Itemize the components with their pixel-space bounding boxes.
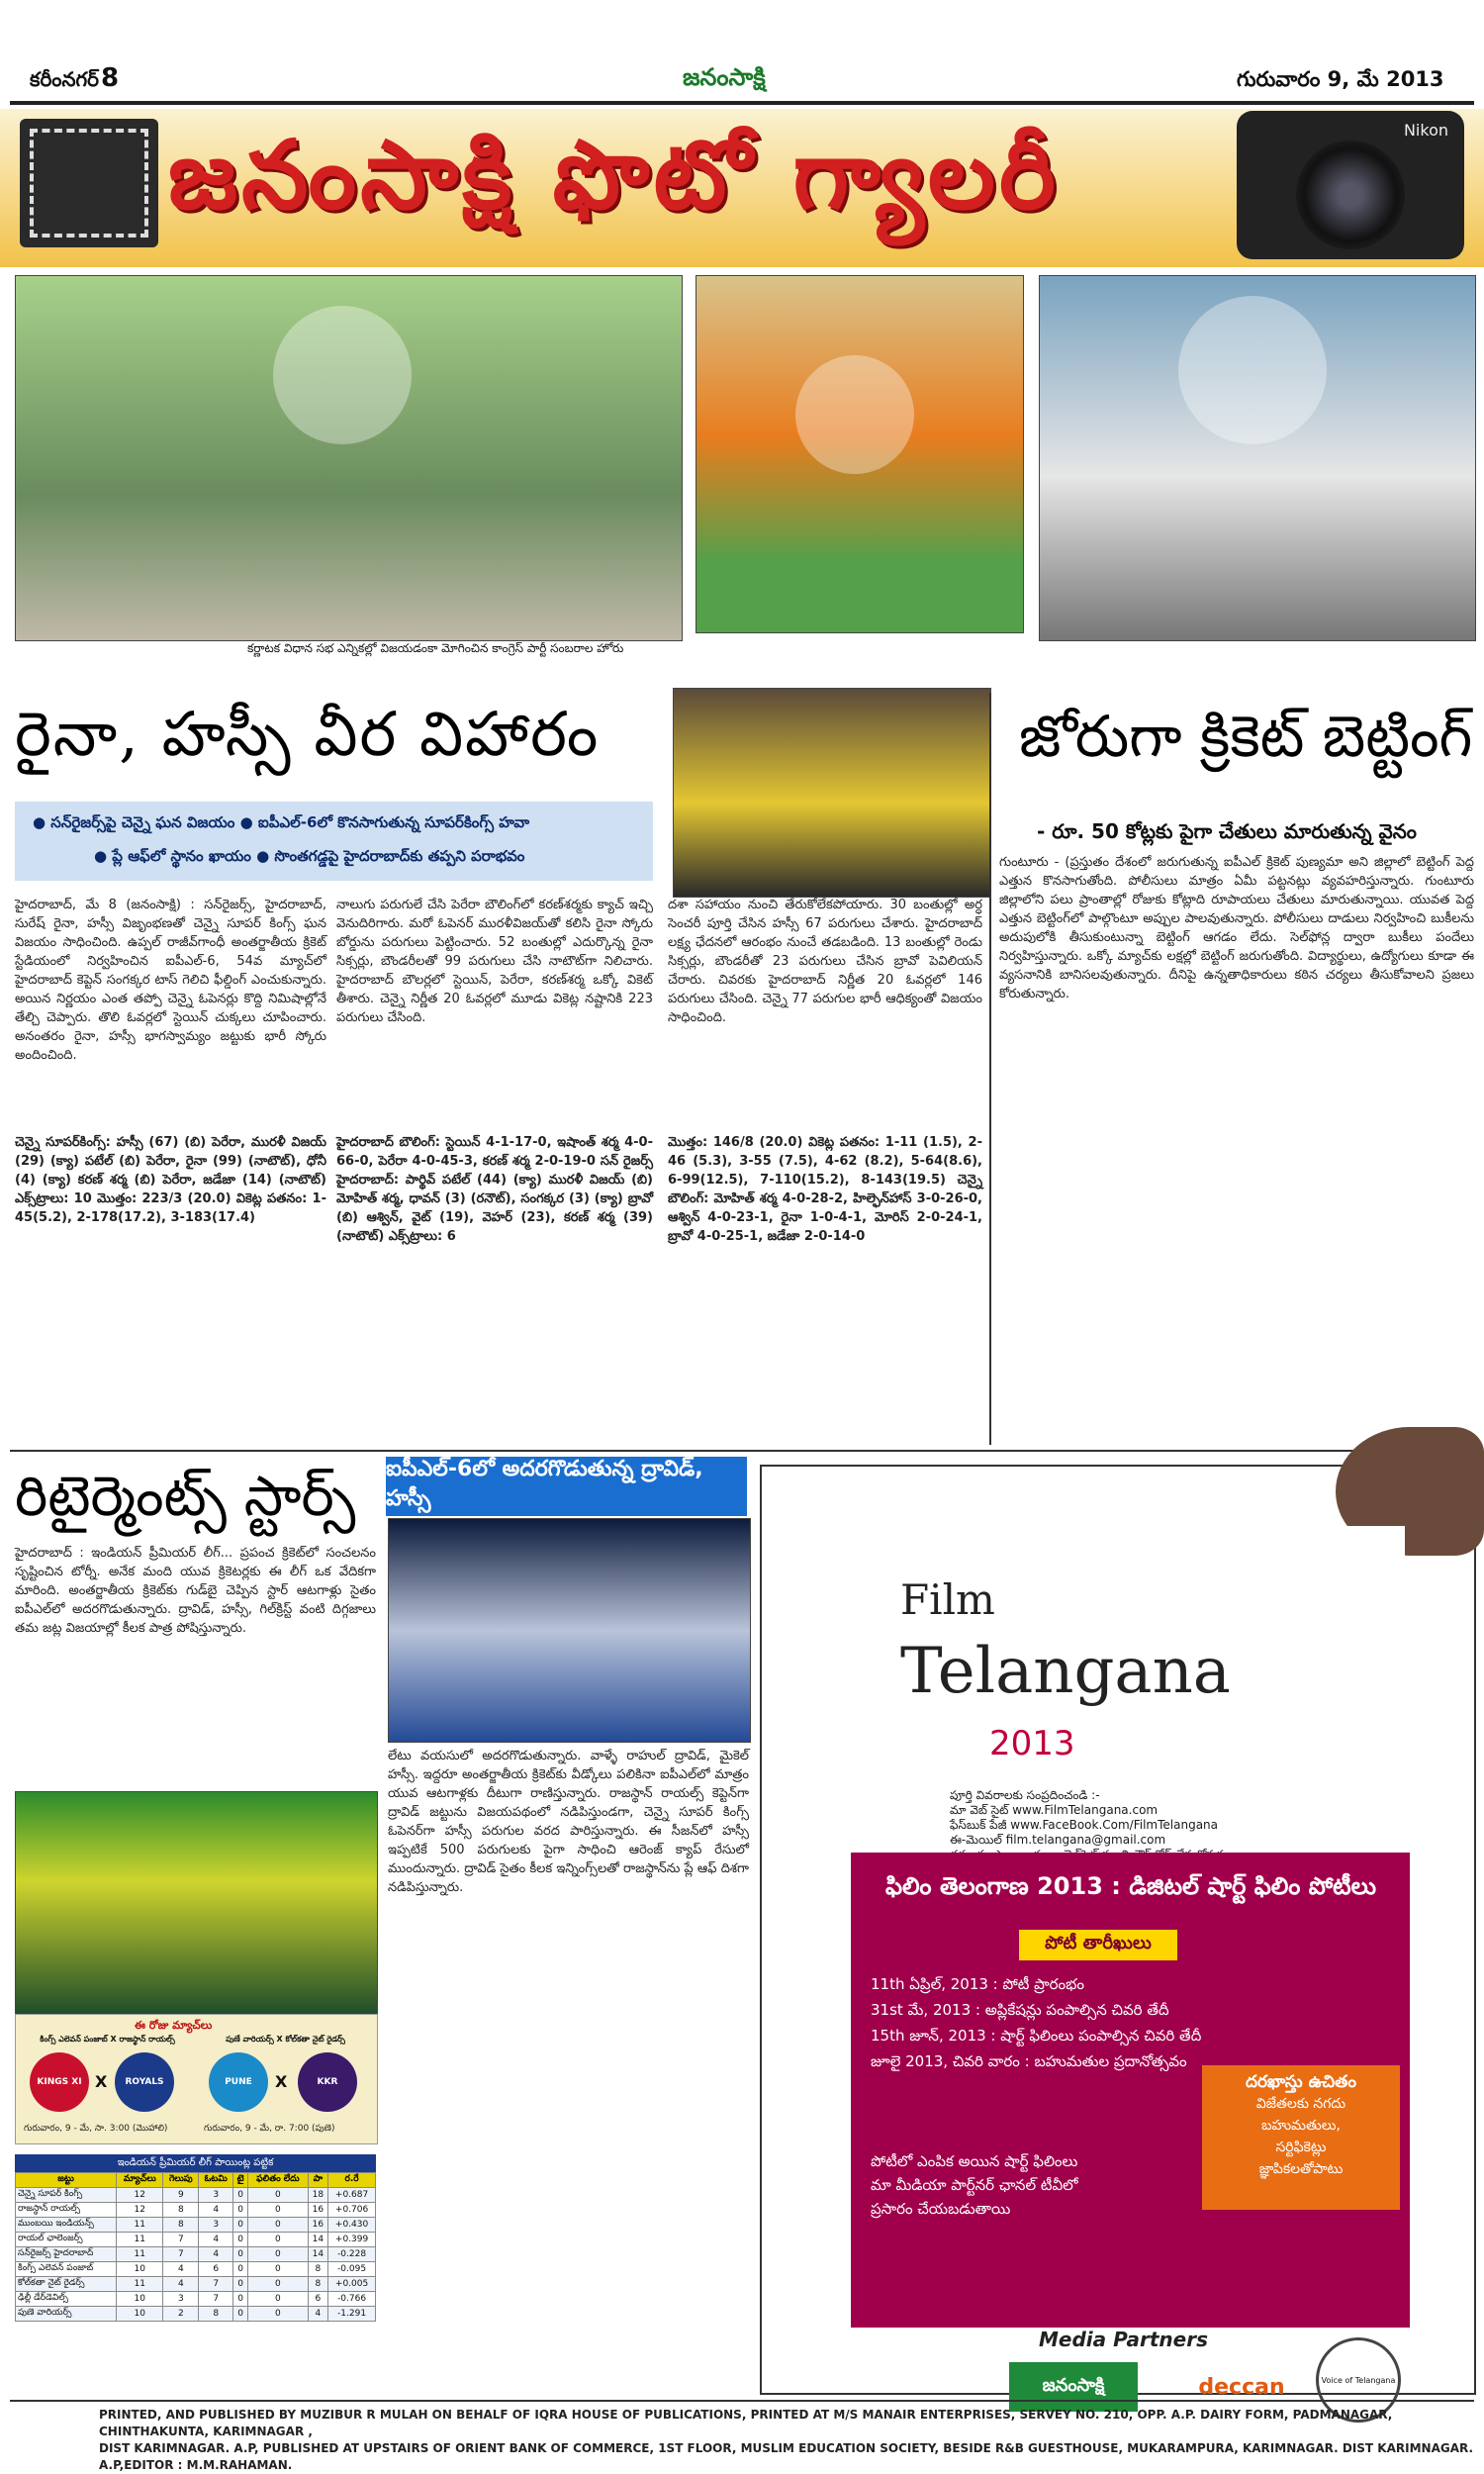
stat-cell: -0.766 bbox=[328, 2292, 376, 2307]
todays-matches-title: ఈ రోజు మ్యాచ్‌లు bbox=[135, 2019, 213, 2032]
ad-free-entry: దరఖాస్తు ఉచితం bbox=[1245, 2072, 1357, 2092]
ad-main-panel bbox=[851, 1853, 1410, 2328]
stat-cell: 8 bbox=[163, 2203, 199, 2218]
stat-cell: 3 bbox=[163, 2292, 199, 2307]
subhead-1: ● సన్‌రైజర్స్‌పై చెన్నై ఘన విజయం ● ఐపీఎల్-6లో కొనసాగుతున్న సూపర్‌కింగ్స్ హవా bbox=[33, 813, 530, 831]
kkr-logo: KKR bbox=[298, 2052, 357, 2112]
stat-cell: 0 bbox=[248, 2262, 309, 2277]
stat-cell: 2 bbox=[163, 2307, 199, 2322]
stat-cell: 3 bbox=[199, 2218, 233, 2233]
team-name-cell: కోల్‌కతా నైట్ రైడర్స్ bbox=[16, 2277, 117, 2292]
stat-cell: -0.228 bbox=[328, 2247, 376, 2262]
table-header-cell: టై bbox=[233, 2173, 248, 2188]
vs-2: X bbox=[275, 2072, 288, 2091]
stat-cell: 12 bbox=[117, 2203, 163, 2218]
stat-cell: 16 bbox=[308, 2203, 328, 2218]
team-name-cell: పుణె వారియర్స్ bbox=[16, 2307, 117, 2322]
stat-cell: 8 bbox=[308, 2262, 328, 2277]
stat-cell: 7 bbox=[199, 2292, 233, 2307]
photo-sonia-celebration bbox=[1039, 275, 1476, 641]
match-1-title: కింగ్స్ ఎలెవన్ పంజాబ్ X రాజస్థాన్ రాయల్స్ bbox=[40, 2035, 175, 2044]
team-name-cell: ముంబయి ఇండియన్స్ bbox=[16, 2218, 117, 2233]
ad-info-1: పూర్తి వివరాలకు సంప్రదించండి :- bbox=[950, 1788, 1100, 1802]
ad-date-2: 31st మే, 2013 : అప్లికేషన్లు పంపాల్సిన చివరి తేదీ bbox=[871, 2001, 1169, 2019]
voice-of-telangana-logo: Voice of Telangana bbox=[1316, 2337, 1401, 2423]
table-row bbox=[16, 2218, 376, 2233]
stat-cell: 11 bbox=[117, 2277, 163, 2292]
table-header-cell: ఓటమి bbox=[199, 2173, 233, 2188]
match-2-title: పుణే వారియర్స్ X కోల్‌కతా నైట్ రైడర్స్ bbox=[226, 2035, 345, 2044]
stat-cell: +0.005 bbox=[328, 2277, 376, 2292]
ad-film-word: Film bbox=[900, 1575, 995, 1624]
dravid-body: లేటు వయసులో అదరగొడుతున్నారు. వాళ్ళే రాహుల్ ద్రావిడ్, మైకెల్ హస్సీ. ఇద్దరూ అంతర్జాతీయ క్రికెట్‌కు వీడ్కోలు పలికినా ఐపీఎల్‌లో మాత్రం యువ ఆటగాళ్లకు దీటుగా రాణిస్తున్నారు. రాజస్థాన్ రాయల్స్ కెప్టెన్‌గా ద్రావిడ్ జట్టును విజయపథంలో నడిపిస్తుండగా, చెన్నై సూపర్ కింగ్స్ ఓపెనర్‌గా హస్సీ పరుగుల వరద పారిస్తున్నారు. ఈ సీజన్‌లో హస్సీ ఇప్పటికే 500 పరుగులకు పైగా సాధించి ఆరెంజ్ క్యాప్ రేసులో ముందున్నారు. ద్రావిడ్ సైతం కీలక ఇన్నింగ్స్‌లతో రాజస్థాన్‌ను ప్లే ఆఫ్ దిశగా నడిపిస్తున్నారు. bbox=[388, 1749, 749, 1895]
ad-facebook[interactable]: ఫేస్‌బుక్ పేజీ www.FaceBook.Com/FilmTelangana bbox=[950, 1818, 1219, 1832]
betting-subhead: - రూ. 50 కోట్లకు పైగా చేతులు మారుతున్న వైనం bbox=[1037, 819, 1417, 843]
team-name-cell: సన్‌రైజర్స్ హైదరాబాద్ bbox=[16, 2247, 117, 2262]
points-table bbox=[15, 2154, 376, 2322]
stat-cell: 0 bbox=[233, 2247, 248, 2262]
raina-column-2: నాలుగు పరుగులే చేసి పెరేరా బౌలింగ్‌లో కరణ్‌శర్మకు క్యాచ్ ఇచ్చి వెనుదిరిగారు. మరో ఓపెనర్ మురళీవిజయ్‌తో కలిసి రైనా స్కోరు బోర్డును పరుగులు పెట్టించారు. 52 బంతుల్లో ఎదుర్కొన్న రైనా సిక్సర్లు, బౌండరీలతో 99 పరుగులు చేసి నాటౌట్‌గా నిలిచారు. హైదరాబాద్ బౌలర్లలో స్టెయిన్, పెరేరా, కరణ్‌శర్మ ఒక్కో వికెట్ తీశారు. చెన్నై నిర్ణీత 20 ఓవర్లలో మూడు వికెట్ల నష్టానికి 223 పరుగులు చేసింది. bbox=[336, 898, 653, 1025]
stat-cell: 6 bbox=[308, 2292, 328, 2307]
table-row bbox=[16, 2233, 376, 2247]
table-header-cell: జట్టు bbox=[16, 2173, 117, 2188]
stat-cell: 8 bbox=[308, 2277, 328, 2292]
team-name-cell: కింగ్స్ ఎలెవన్ పంజాబ్ bbox=[16, 2262, 117, 2277]
ad-media-partners: Media Partners bbox=[1039, 2328, 1208, 2351]
ad-bottom-2: మా మీడియా పార్ట్‌నర్ ఛానల్ టీవీలో bbox=[871, 2176, 1078, 2194]
stat-cell: -0.095 bbox=[328, 2262, 376, 2277]
deccan-logo: deccan bbox=[1198, 2374, 1285, 2400]
ad-dates-title: పోటీ తారీఖులు bbox=[1019, 1930, 1177, 1960]
stat-cell: 6 bbox=[199, 2262, 233, 2277]
stat-cell: 8 bbox=[163, 2218, 199, 2233]
stat-cell: 0 bbox=[248, 2218, 309, 2233]
stat-cell: -1.291 bbox=[328, 2307, 376, 2322]
table-header-cell: మ్యాచ్‌లు bbox=[117, 2173, 163, 2188]
table-row bbox=[16, 2307, 376, 2322]
stat-cell: 4 bbox=[308, 2307, 328, 2322]
janamsakshi-logo: జనంసాక్షి bbox=[1009, 2362, 1138, 2412]
table-header-cell: పా bbox=[308, 2173, 328, 2188]
table-header-cell: ర.రే bbox=[328, 2173, 376, 2188]
photo-supporter bbox=[696, 275, 1024, 633]
raina-subheads bbox=[15, 802, 653, 881]
royals-logo: ROYALS bbox=[115, 2052, 174, 2112]
section-rule bbox=[10, 1450, 1474, 1452]
camera-icon bbox=[1237, 111, 1464, 259]
table-row bbox=[16, 2188, 376, 2203]
header-rule bbox=[10, 101, 1474, 105]
stat-cell: 7 bbox=[163, 2247, 199, 2262]
headline-raina-hussey: రైనా, హస్సీ వీర విహారం bbox=[15, 698, 601, 770]
stat-cell: 11 bbox=[117, 2233, 163, 2247]
match-2-time: గురువారం, 9 - మే, రా. 7:00 (పుణె) bbox=[204, 2124, 335, 2134]
stat-cell: 11 bbox=[117, 2218, 163, 2233]
stat-cell: 12 bbox=[117, 2188, 163, 2203]
ad-website[interactable]: మా వెబ్ సైట్ www.FilmTelangana.com bbox=[950, 1803, 1159, 1817]
headline-retirement-stars: రిటైర్మెంట్స్ స్టార్స్ bbox=[15, 1465, 356, 1529]
team-name-cell: రాజస్థాన్ రాయల్స్ bbox=[16, 2203, 117, 2218]
retire-body: హైదరాబాద్ : ఇండియన్ ప్రీమియర్ లీగ్... ప్రపంచ క్రికెట్‌లో సంచలనం సృష్టించిన టోర్నీ. అనేక మంది యువ క్రికెటర్లకు ఈ లీగ్ ఒక వేదికగా మారింది. అంతర్జాతీయ క్రికెట్‌కు గుడ్‌బై చెప్పిన స్టార్ ఆటగాళ్లు సైతం ఐపీఎల్‌లో అదరగొడుతున్నారు. ద్రావిడ్, హస్సీ, గిల్‌క్రిస్ట్ వంటి దిగ్గజాలు తమ జట్ల విజయాల్లో కీలక పాత్ర పోషిస్తున్నారు. bbox=[15, 1546, 376, 1636]
stat-cell: 9 bbox=[163, 2188, 199, 2203]
scorecard-hyderabad: హైదరాబాద్ బౌలింగ్: స్టెయిన్ 4-1-17-0, ఇషాంత్ శర్మ 4-0-66-0, పెరేరా 4-0-45-3, కరణ్ శర్మ 2-0-19-0 సన్‌ రైజర్స్ హైదరాబాద్: పార్థివ్ పటేల్ (44) (క్యా) మురళీ విజయ్ (బి) మోహిత్ శర్మ, ధావన్ (3) (రనౌట్), సంగక్కర (3) (క్యా) బ్రావో (బి) ఆశ్విన్, వైట్ (19), వెహర్ (23), కరణ్ శర్మ (39) (నాటౌట్) ఎక్స్‌ట్రాలు: 6 bbox=[336, 1135, 653, 1244]
gallery-title: జనంసాక్షి ఫొటో గ్యాలరీ bbox=[168, 119, 1060, 231]
stat-cell: 7 bbox=[199, 2277, 233, 2292]
subhead-2: ● ప్లే ఆఫ్‌లో స్థానం ఖాయం ● సొంతగడ్డపై హైదరాబాద్‌కు తప్పని పరాభవం bbox=[94, 847, 525, 865]
stat-cell: 0 bbox=[233, 2203, 248, 2218]
issue-date: గురువారం 9, మే 2013 bbox=[1237, 67, 1444, 91]
film-reel-icon bbox=[20, 119, 158, 247]
table-row bbox=[16, 2292, 376, 2307]
stat-cell: 0 bbox=[233, 2292, 248, 2307]
stat-cell: 0 bbox=[233, 2307, 248, 2322]
stat-cell: 0 bbox=[233, 2277, 248, 2292]
stat-cell: 18 bbox=[308, 2188, 328, 2203]
team-name-cell: ఢిల్లీ డేర్‌డెవిల్స్ bbox=[16, 2292, 117, 2307]
imprint-line-1: PRINTED, AND PUBLISHED BY MUZIBUR R MULAH ON BEHALF OF IQRA HOUSE OF PUBLICATIONS, PRINTED AT M/S MANAIR ENTERPRISES, SERVEY NO. 210, OPP. A.P. DAIRY FORM, PADMANAGAR, CHINTHAKUNTA, KARIMNAGAR , bbox=[99, 2408, 1393, 2438]
stat-cell: 14 bbox=[308, 2247, 328, 2262]
stat-cell: +0.399 bbox=[328, 2233, 376, 2247]
photo-hussey bbox=[15, 1791, 378, 2016]
ad-telangana-word: Telangana bbox=[900, 1635, 1231, 1708]
table-row bbox=[16, 2203, 376, 2218]
photo-raina bbox=[673, 688, 991, 898]
stat-cell: +0.430 bbox=[328, 2218, 376, 2233]
pune-logo: PUNE bbox=[209, 2052, 268, 2112]
stat-cell: 8 bbox=[199, 2307, 233, 2322]
stat-cell: 10 bbox=[117, 2262, 163, 2277]
ad-prize-2: బహుమతులు, bbox=[1261, 2118, 1341, 2134]
stat-cell: 4 bbox=[199, 2233, 233, 2247]
table-header-cell: ఫలితం లేదు bbox=[248, 2173, 309, 2188]
stat-cell: 0 bbox=[248, 2292, 309, 2307]
column-divider bbox=[989, 693, 991, 1445]
todays-matches-box bbox=[15, 2014, 378, 2144]
edition-name: కరీంనగర్ bbox=[30, 67, 99, 91]
stat-cell: 3 bbox=[199, 2188, 233, 2203]
stat-cell: 7 bbox=[163, 2233, 199, 2247]
photo-caption: కర్ణాటక విధాన సభ ఎన్నికల్లో విజయడంకా మోగించిన కాంగ్రెస్ పార్టీ సంబరాల హోరు bbox=[247, 641, 624, 655]
headline-cricket-betting: జోరుగా క్రికెట్ బెట్టింగ్ bbox=[1019, 703, 1473, 770]
ad-date-4: జూలై 2013, చివరి వారం : బహుమతుల ప్రదానోత్సవం bbox=[871, 2052, 1187, 2070]
stat-cell: 0 bbox=[233, 2262, 248, 2277]
stat-cell: 10 bbox=[117, 2292, 163, 2307]
scorecard-chennai: చెన్నై సూపర్‌కింగ్స్: హస్సీ (67) (బి) పెరేరా, మురళీ విజయ్ (29) (క్యా) పటేల్ (బి) పెరేరా, రైనా (99) (నాటౌట్), ధోనీ (4) (క్యా) కరణ్ శర్మ (బి) పెరేరా, జడేజా (14) (నాటౌట్) ఎక్స్‌ట్రాలు: 10 మొత్తం: 223/3 (20.0) వికెట్ల పతనం: 1-45(5.2), 2-178(17.2), 3-183(17.4) bbox=[15, 1135, 326, 1225]
headline-dravid-hussey: ఐపీఎల్-6లో అదరగొడుతున్న ద్రావిడ్, హస్సీ bbox=[386, 1457, 747, 1516]
stat-cell: 11 bbox=[117, 2247, 163, 2262]
ad-prize-4: జ్ఞాపికలతోపాటు bbox=[1258, 2161, 1344, 2177]
ad-prize-1: విజేతలకు నగదు bbox=[1255, 2096, 1346, 2112]
kings-xi-logo: KINGS XI bbox=[30, 2052, 89, 2112]
stat-cell: 4 bbox=[199, 2203, 233, 2218]
stat-cell: 0 bbox=[248, 2307, 309, 2322]
stat-cell: 0 bbox=[233, 2218, 248, 2233]
ad-email[interactable]: ఈ-మెయిల్ film.telangana@gmail.com bbox=[950, 1833, 1166, 1847]
photo-congress-celebration bbox=[15, 275, 683, 641]
match-1-time: గురువారం, 9 - మే, సా. 3:00 (మొహాలి) bbox=[24, 2124, 168, 2134]
team-name-cell: రాయల్ ఛాలెంజర్స్ bbox=[16, 2233, 117, 2247]
raina-column-1: హైదరాబాద్, మే 8 (జనంసాక్షి) : సన్‌రైజర్స్, హైదరాబాద్, సురేష్ రైనా, హస్సీ విజృంభణతో చెన్నై సూపర్ కింగ్స్ ఘన విజయం సాధించింది. ఉప్పల్ రాజీవ్‌గాంధీ అంతర్జాతీయ క్రికెట్ స్టేడియంలో నిర్వహించిన ఐపీఎల్-6, 54వ మ్యాచ్‌లో హైదరాబాద్ కెప్టెన్ సంగక్కర టాస్ గెలిచి ఫీల్డింగ్ ఎంచుకున్నారు. అయిన నిర్ణయం ఎంత తప్పో చెన్నై ఓపెనర్లు కొద్ది నిమిషాల్లోనే తేల్చి చెప్పారు. తొలి ఓవర్లలో స్టెయిన్ చుక్కలు చూపించారు. అనంతరం రైనా, హస్సీ భాగస్వామ్యం జట్టుకు భారీ స్కోరు అందించింది. bbox=[15, 898, 326, 1063]
camera-lens bbox=[1296, 141, 1405, 249]
raina-column-3: దశా సహాయం నుంచి తేరుకోలేకపోయారు. 30 బంతుల్లో అర్ధ సెంచరీ పూర్తి చేసిన హస్సీ 67 పరుగులు చేశారు. హైదరాబాద్ లక్ష్య ఛేదనలో ఆరంభం నుంచే తడబడింది. 13 బంతుల్లో రెండు సిక్సర్లు, బౌండరీతో 23 పరుగులు చేసిన బ్రావో పెవిలియన్ చేరారు. చివరకు హైదరాబాద్ నిర్ణీత 20 ఓవర్లలో 146 పరుగులు చేసింది. చెన్నై 77 పరుగుల భారీ ఆధిక్యంతో విజయం సాధించింది. bbox=[668, 898, 982, 1025]
ad-dates-list bbox=[871, 1971, 1306, 2074]
table-row bbox=[16, 2262, 376, 2277]
team-name-cell: చెన్నై సూపర్ కింగ్స్ bbox=[16, 2188, 117, 2203]
stat-cell: 10 bbox=[117, 2307, 163, 2322]
stat-cell: 0 bbox=[248, 2203, 309, 2218]
ad-date-1: 11th ఏప్రిల్, 2013 : పోటీ ప్రారంభం bbox=[871, 1975, 1084, 1993]
camera-brand: Nikon bbox=[1403, 121, 1448, 140]
stat-cell: 0 bbox=[248, 2233, 309, 2247]
stat-cell: 0 bbox=[233, 2188, 248, 2203]
film-telangana-ad bbox=[760, 1465, 1476, 2400]
stat-cell: 0 bbox=[233, 2233, 248, 2247]
betting-body: గుంటూరు - (ప్రస్తుతం దేశంలో జరుగుతున్న ఐపీఎల్ క్రికెట్ పుణ్యమా అని జిల్లాలో బెట్టింగ్ పెద్ద ఎత్తున కొనసాగుతోంది. పోలీసులు మాత్రం ఏమీ పట్టనట్లు వ్యవహరిస్తున్నారు. గుంటూరు జిల్లాలోని పలు ప్రాంతాల్లో రోజుకు కోట్లాది రూపాయలు చేతులు మారుతున్నాయి. యువత పెద్ద ఎత్తున బెట్టింగ్‌లో పాల్గొంటూ అప్పుల పాలవుతున్నారు. పోలీసులు దాడులు నిర్వహించి బుకీలను అదుపులోకి తీసుకుంటున్నా బెట్టింగ్ ఆగడం లేదు. సెల్‌ఫోన్ల ద్వారా బుకీలు పందేలు నిర్వహిస్తున్నారు. ఒక్కో మ్యాచ్‌కు లక్షల్లో బెట్టింగ్ జరుగుతోంది. విద్యార్థులు, ఉద్యోగులు కూడా ఈ వ్యసనానికి బానిసలవుతున్నారు. దీనిపై ఉన్నతాధికారులు కఠిన చర్యలు తీసుకోవాలని ప్రజలు కోరుతున్నారు. bbox=[999, 855, 1474, 1001]
ad-bottom-3: ప్రసారం చేయబడుతాయి bbox=[871, 2200, 1011, 2218]
stat-cell: 0 bbox=[248, 2277, 309, 2292]
stat-cell: 0 bbox=[248, 2188, 309, 2203]
stat-cell: 4 bbox=[163, 2277, 199, 2292]
masthead-logo: జనంసాక్షి bbox=[683, 63, 766, 91]
ad-competition-title: ఫిలిం తెలంగాణ 2013 : డిజిటల్ షార్ట్ ఫిలిం పోటీలు bbox=[884, 1872, 1377, 1900]
photo-dravid bbox=[388, 1518, 751, 1743]
stat-cell: 4 bbox=[163, 2262, 199, 2277]
ad-prize-box bbox=[1202, 2065, 1400, 2210]
ad-broadcast-note bbox=[871, 2149, 1128, 2221]
table-row bbox=[16, 2277, 376, 2292]
vs-1: X bbox=[95, 2072, 108, 2091]
table-header-cell: గెలుపు bbox=[163, 2173, 199, 2188]
table-row bbox=[16, 2247, 376, 2262]
footer-rule bbox=[10, 2400, 1474, 2402]
page-number: 8 bbox=[101, 63, 120, 93]
stat-cell: 14 bbox=[308, 2233, 328, 2247]
ad-bottom-1: పోటీలో ఎంపిక అయిన షార్ట్ ఫిలింలు bbox=[871, 2152, 1078, 2170]
stat-cell: 0 bbox=[248, 2247, 309, 2262]
ad-date-3: 15th జూన్, 2013 : షార్ట్ ఫిలింలు పంపాల్సిన చివరి తేదీ bbox=[871, 2027, 1202, 2045]
stat-cell: 4 bbox=[199, 2247, 233, 2262]
stat-cell: +0.706 bbox=[328, 2203, 376, 2218]
stat-cell: +0.687 bbox=[328, 2188, 376, 2203]
imprint bbox=[99, 2407, 1474, 2474]
scorecard-bowling: మొత్తం: 146/8 (20.0) వికెట్ల పతనం: 1-11 (1.5), 2-46 (5.3), 3-55 (7.5), 4-62 (8.2), 5-64(8.6), 6-99(12.5), 7-110(15.2), 8-143(19.5) చెన్నై బౌలింగ్: మోహిత్ శర్మ 4-0-28-2, హిల్ఫెన్‌హాస్ 3-0-26-0, ఆశ్విన్ 4-0-23-1, రైనా 1-0-4-1, మోరిస్ 2-0-24-1, బ్రావో 4-0-25-1, జడేజా 2-0-14-0 bbox=[668, 1135, 982, 1244]
points-table-title: ఇండియన్ ప్రీమియర్ లీగ్ పాయింట్ల పట్టిక bbox=[15, 2154, 376, 2172]
ad-year: 2013 bbox=[989, 1724, 1075, 1763]
points-table-grid bbox=[15, 2172, 376, 2322]
imprint-line-2: DIST KARIMNAGAR. A.P, PUBLISHED AT UPSTAIRS OF ORIENT BANK OF COMMERCE, 1ST FLOOR, MUSLIM EDUCATION SOCIETY, BESIDE R&B GUESTHOUSE, MUKARAMPURA, KARIMNAGAR. DIST KARIMNAGAR. A.P,EDITOR : M.M.RAHAMAN. bbox=[99, 2441, 1474, 2472]
stat-cell: 16 bbox=[308, 2218, 328, 2233]
ad-prize-3: సర్టిఫికెట్లు bbox=[1275, 2140, 1327, 2155]
